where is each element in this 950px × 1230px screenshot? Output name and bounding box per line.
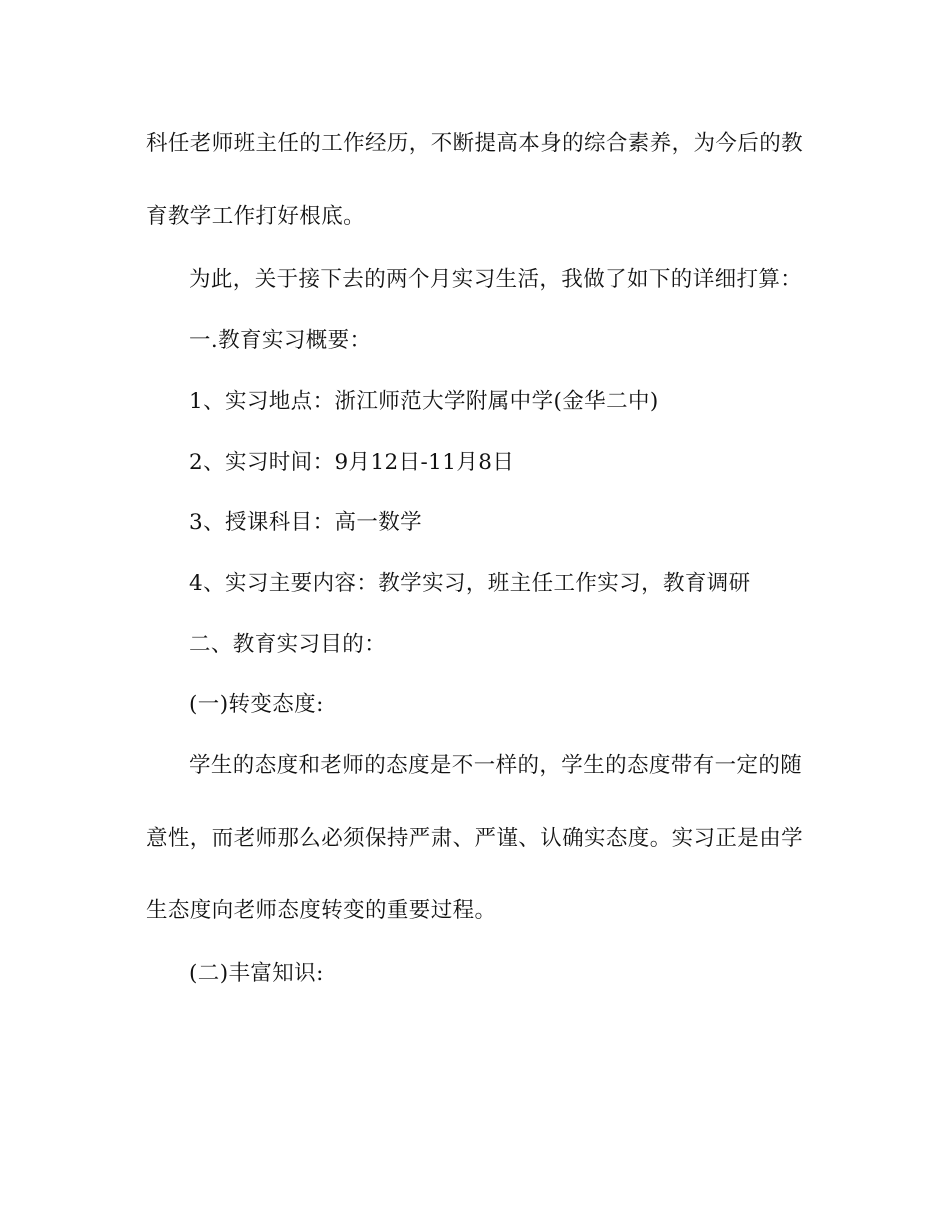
paragraph-line-1: 科任老师班主任的工作经历，不断提高本身的综合素养，为今后的教 — [146, 131, 804, 156]
paragraph-attitude-line-1: 学生的态度和老师的态度是不一样的，学生的态度带有一定的随 — [189, 753, 803, 778]
paragraph-attitude-line-3: 生态度向老师态度转变的重要过程。 — [146, 898, 497, 923]
subheading-change-attitude: (一)转变态度: — [189, 692, 324, 717]
paragraph-line-2: 育教学工作打好根底。 — [146, 204, 366, 229]
section-heading-purpose: 二、教育实习目的： — [189, 632, 387, 657]
list-item-subject: 3、授课科目：高一数学 — [189, 510, 423, 535]
list-item-time: 2、实习时间：9月12日-11月8日 — [189, 450, 515, 475]
section-heading-overview: 一.教育实习概要： — [189, 328, 372, 353]
subheading-enrich-knowledge: (二)丰富知识: — [189, 961, 324, 986]
list-item-content: 4、实习主要内容：教学实习，班主任工作实习，教育调研 — [189, 571, 751, 596]
paragraph-attitude-line-2: 意性，而老师那么必须保持严肃、严谨、认确实态度。实习正是由学 — [146, 826, 804, 851]
list-item-location: 1、实习地点：浙江师范大学附属中学(金华二中) — [189, 389, 659, 414]
paragraph-plan-intro: 为此，关于接下去的两个月实习生活，我做了如下的详细打算： — [189, 267, 803, 292]
